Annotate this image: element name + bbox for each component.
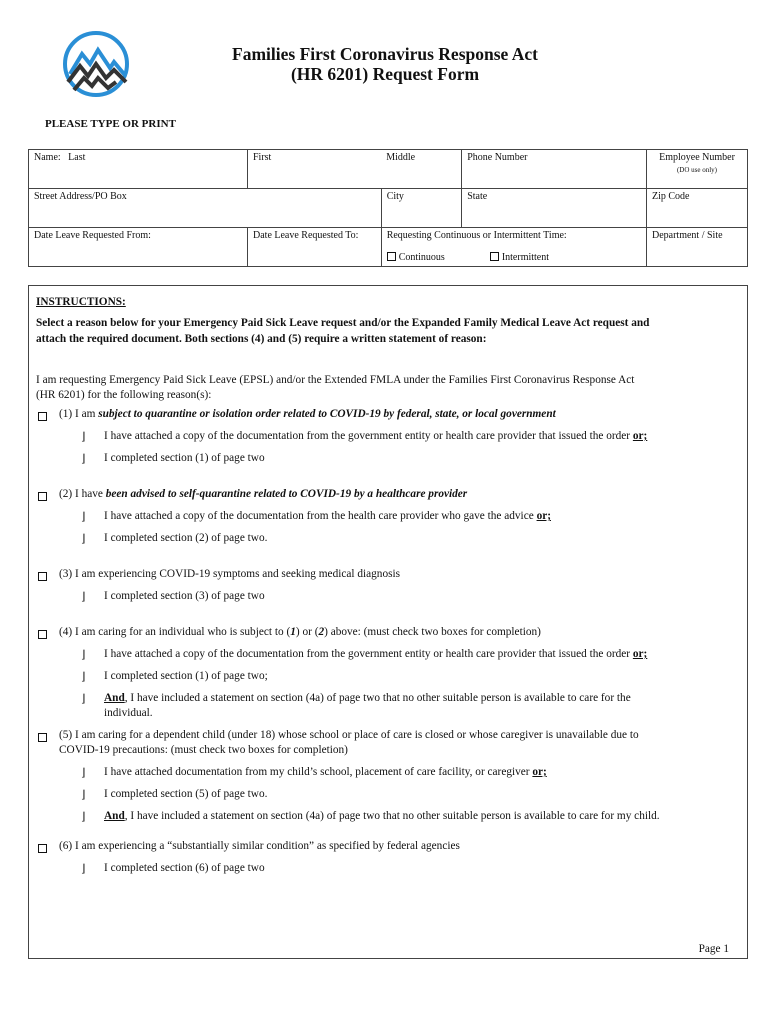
form-title-line2: (HR 6201) Request Form (290, 64, 480, 84)
reason-1-checkbox[interactable] (38, 412, 47, 421)
arrow-bullet-icon: ⌋ (81, 511, 86, 523)
arrow-bullet-icon: ⌋ (81, 431, 86, 443)
arrow-bullet-icon: ⌋ (81, 671, 86, 683)
intermittent-checkbox[interactable]: Intermittent (490, 252, 549, 263)
checkbox-icon (490, 252, 499, 261)
reason-2-text: (2) I have been advised to self-quarantine related to COVID-19 by a healthcare provider (59, 488, 468, 500)
reason-3-checkbox[interactable] (38, 572, 47, 581)
form-title-line1: Families First Coronavirus Response Act (232, 44, 538, 64)
instructions-bold-line1: Select a reason below for your Emergency Paid Sick Leave request and/or the Expanded Family Medical Leave Act request and (36, 317, 650, 329)
checkbox-icon (387, 252, 396, 261)
leave-type-field: Requesting Continuous or Intermittent Time: Continuous Intermittent (381, 228, 646, 267)
intro-line2: (HR 6201) for the following reason(s): (36, 389, 212, 401)
reason-5-checkbox[interactable] (38, 733, 47, 742)
reason-2-option-a[interactable]: I have attached a copy of the documentation from the health care provider who gave the advice or; (104, 510, 551, 522)
reason-1-text: (1) I am subject to quarantine or isolation order related to COVID-19 by federal, state, or local government (59, 408, 556, 420)
employee-info-table (28, 149, 748, 267)
continuous-checkbox[interactable]: Continuous (387, 252, 445, 263)
date-to-field[interactable]: Date Leave Requested To: (248, 228, 382, 267)
instructions-heading: INSTRUCTIONS: (36, 296, 126, 308)
reason-5-text-line2: COVID-19 precautions: (must check two boxes for completion) (59, 744, 348, 756)
arrow-bullet-icon: ⌋ (81, 591, 86, 603)
reason-2-checkbox[interactable] (38, 492, 47, 501)
reason-2-option-b[interactable]: I completed section (2) of page two. (104, 532, 268, 544)
name-first-field[interactable]: First (248, 150, 382, 189)
zip-field[interactable]: Zip Code (647, 189, 748, 228)
name-last-field[interactable]: Name: Last (29, 150, 248, 189)
arrow-bullet-icon: ⌋ (81, 789, 86, 801)
arrow-bullet-icon: ⌋ (81, 533, 86, 545)
name-middle-field[interactable]: Middle (381, 150, 462, 189)
page-number: Page 1 (698, 943, 729, 955)
reason-6-checkbox[interactable] (38, 844, 47, 853)
arrow-bullet-icon: ⌋ (81, 811, 86, 823)
reason-3-text: (3) I am experiencing COVID-19 symptoms and seeking medical diagnosis (59, 568, 401, 580)
intro-line1: I am requesting Emergency Paid Sick Leave (EPSL) and/or the Extended FMLA under the Families First Coronavirus Response Act (36, 374, 635, 386)
reason-4-text: (4) I am caring for an individual who is subject to (1) or (2) above: (must check two boxes for completion) (59, 626, 541, 638)
arrow-bullet-icon: ⌋ (81, 693, 86, 705)
employee-number-field[interactable]: Employee Number (DO use only) (647, 150, 748, 189)
phone-field[interactable]: Phone Number (462, 150, 647, 189)
arrow-bullet-icon: ⌋ (81, 649, 86, 661)
reason-4-option-a[interactable]: I have attached a copy of the documentation from the government entity or health care provider that issued the order or; (104, 648, 648, 660)
arrow-bullet-icon: ⌋ (81, 453, 86, 465)
reason-1-option-b[interactable]: I completed section (1) of page two (104, 452, 265, 464)
date-from-field[interactable]: Date Leave Requested From: (29, 228, 248, 267)
arrow-bullet-icon: ⌋ (81, 863, 86, 875)
reason-4-option-b[interactable]: I completed section (1) of page two; (104, 670, 268, 682)
reason-4-checkbox[interactable] (38, 630, 47, 639)
street-address-field[interactable]: Street Address/PO Box (29, 189, 382, 228)
instructions-box (28, 285, 748, 959)
reason-4-option-c[interactable]: And, I have included a statement on section (4a) of page two that no other suitable person is available to care for the (104, 692, 631, 704)
reason-3-option-a[interactable]: I completed section (3) of page two (104, 590, 265, 602)
reason-1-option-a[interactable]: I have attached a copy of the documentation from the government entity or health care provider that issued the order or; (104, 430, 648, 442)
please-print-note: PLEASE TYPE OR PRINT (45, 118, 176, 130)
reason-6-text: (6) I am experiencing a “substantially similar condition” as specified by federal agencies (59, 840, 460, 852)
reason-6-option-a[interactable]: I completed section (6) of page two (104, 862, 265, 874)
arrow-bullet-icon: ⌋ (81, 767, 86, 779)
reason-5-option-c[interactable]: And, I have included a statement on section (4a) of page two that no other suitable person is available to care for my child. (104, 810, 660, 822)
city-field[interactable]: City (381, 189, 462, 228)
state-field[interactable]: State (462, 189, 647, 228)
reason-4-option-c-line2: individual. (104, 707, 153, 719)
instructions-bold-line2: attach the required document. Both sections (4) and (5) require a written statement of reason: (36, 333, 487, 345)
reason-5-option-b[interactable]: I completed section (5) of page two. (104, 788, 268, 800)
reason-5-option-a[interactable]: I have attached documentation from my child’s school, placement of care facility, or caregiver or; (104, 766, 547, 778)
department-field[interactable]: Department / Site (647, 228, 748, 267)
reason-5-text-line1: (5) I am caring for a dependent child (under 18) whose school or place of care is closed or whose caregiver is unavailable due to (59, 729, 639, 741)
